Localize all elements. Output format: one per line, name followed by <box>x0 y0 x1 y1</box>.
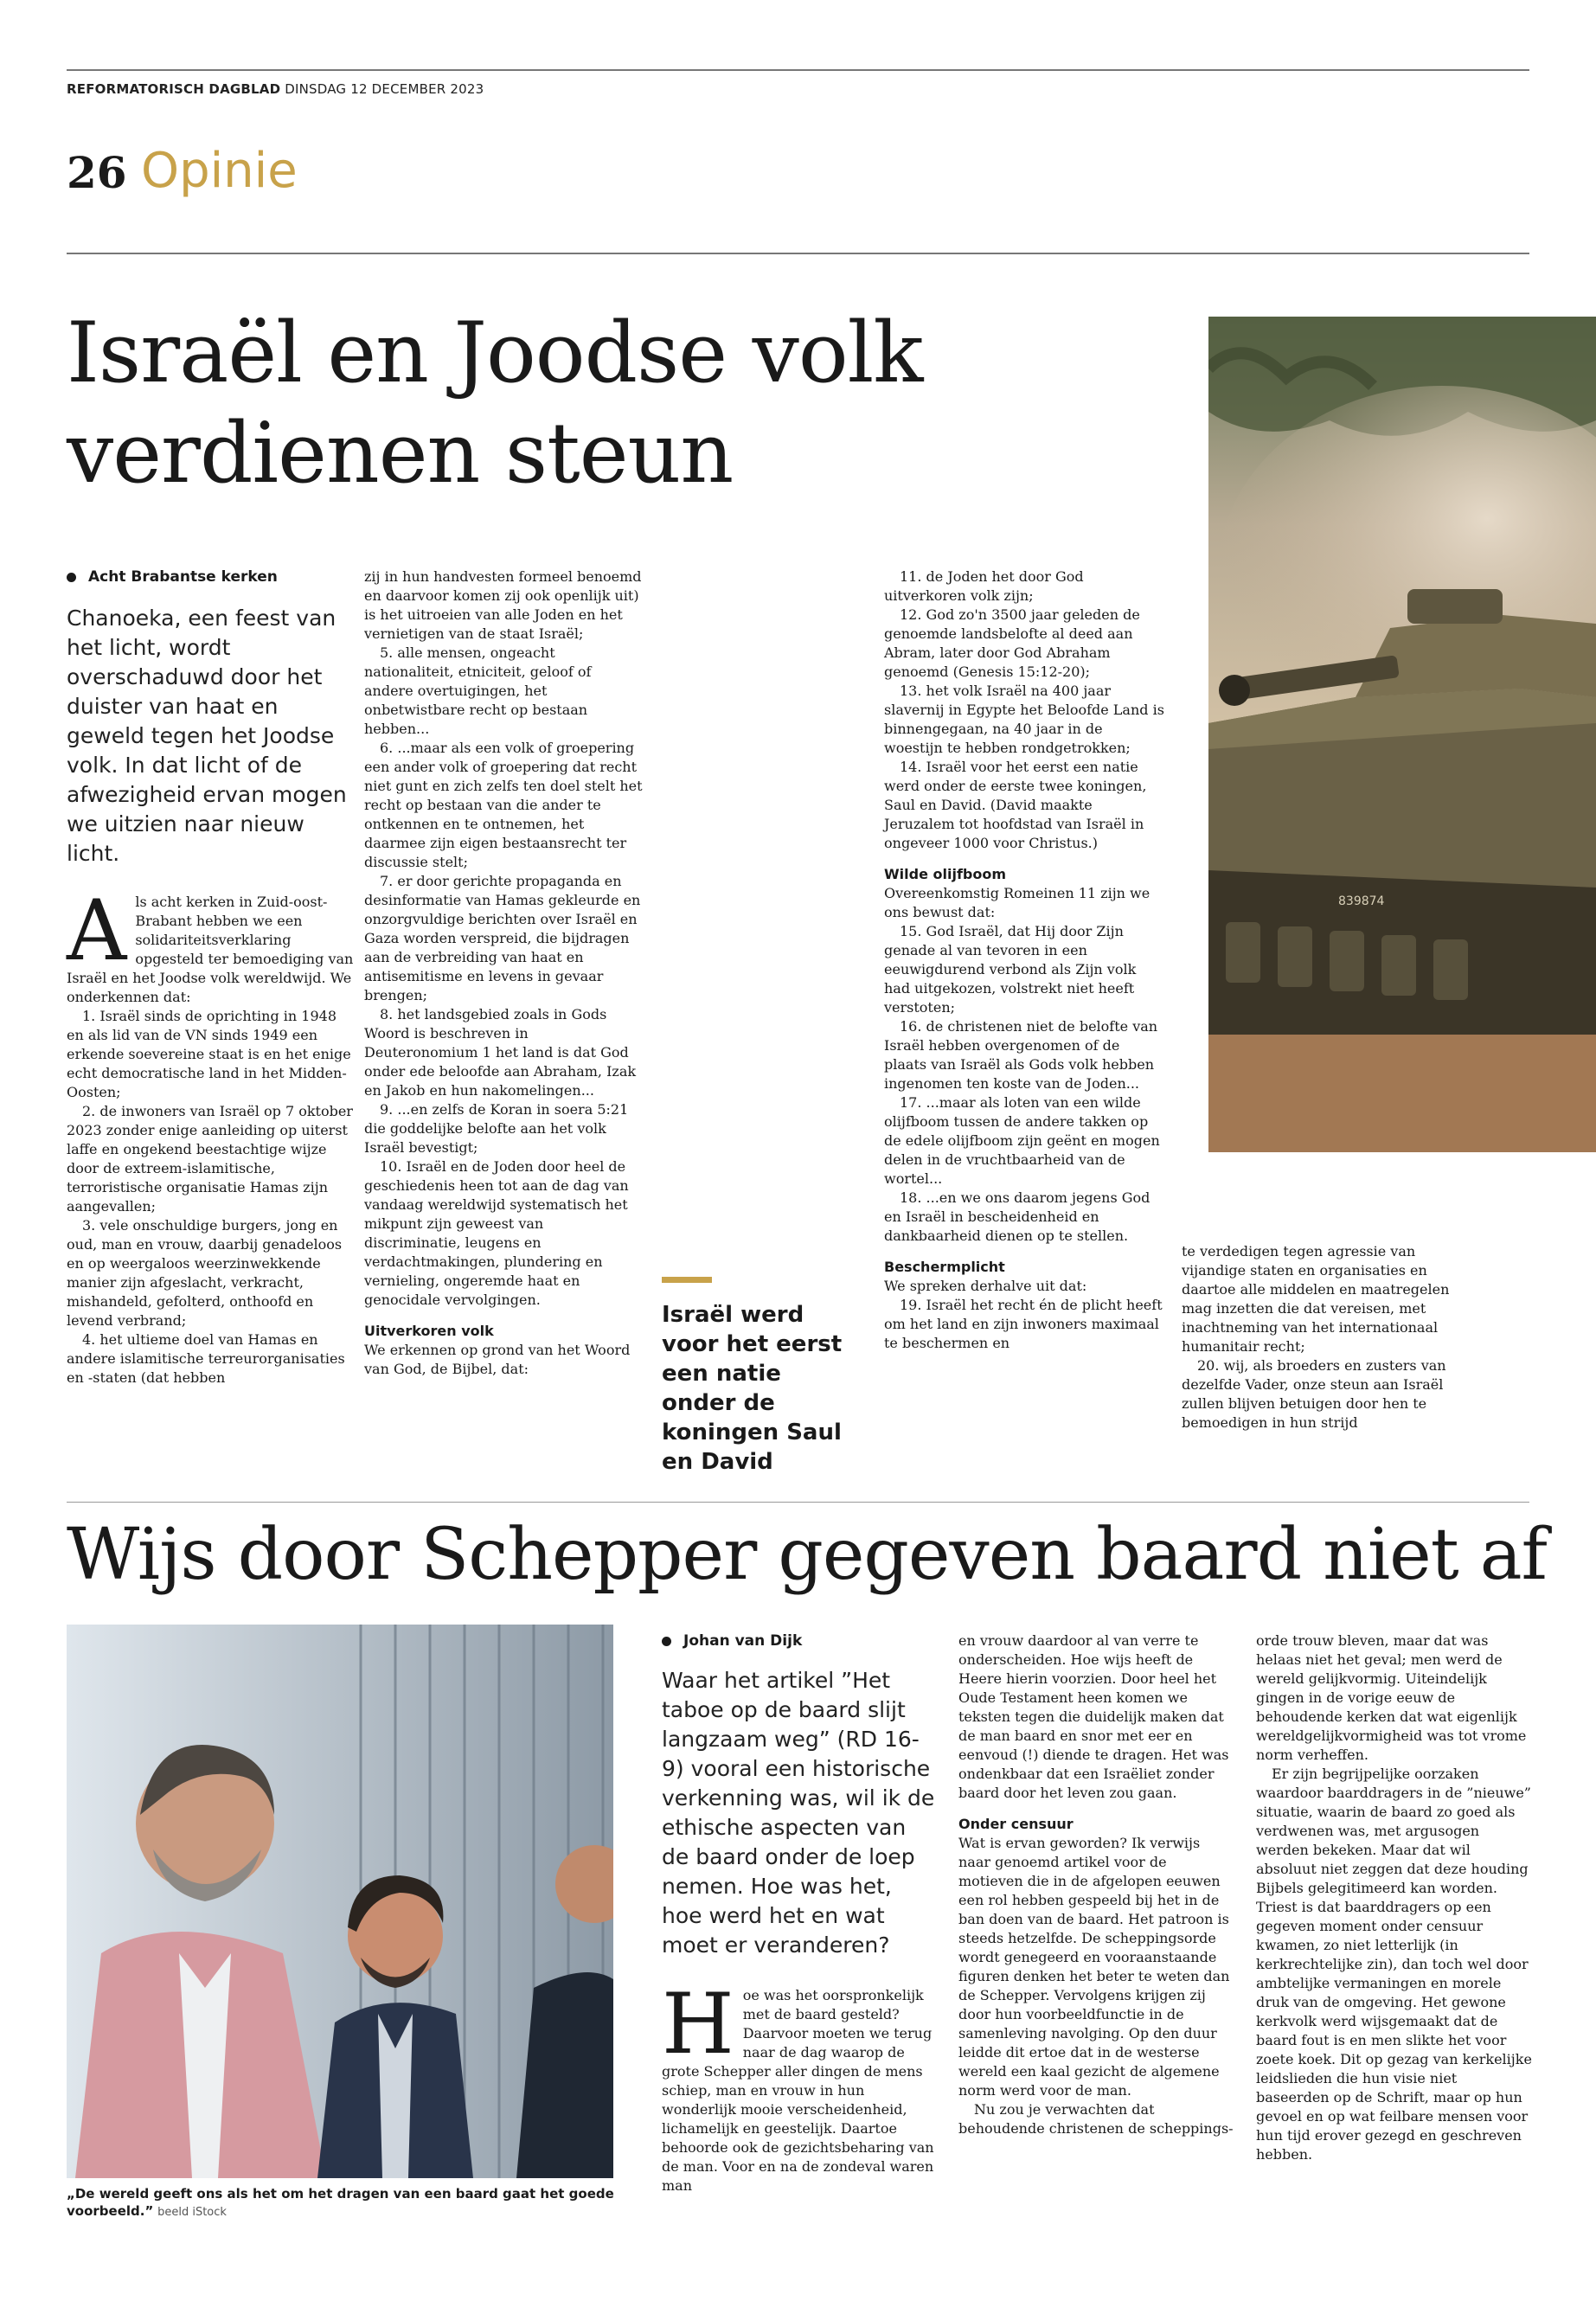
article1-item-6: 6. ...maar als een volk of groepering een ander volk of groepering dat recht niet gunt en zich zelfs ten doel stelt het recht op bestaan van die ander te ontkennen en te ontnemen, het daarmee zijn eigen bestaansrecht ter discussie stelt; <box>364 740 643 870</box>
top-rule <box>67 69 1529 71</box>
quote-accent-bar <box>662 1277 712 1283</box>
article1-item-15: 15. God Israël, dat Hij door Zijn genade al van tevoren in een eeuwigdurend verbond als Zijn volk had uitgekozen, volstrekt niet heeft verstoten; <box>884 923 1137 1016</box>
pull-quote-text: Israël werd voor het eerst een natie onder de koningen Saul en David <box>662 1302 843 1475</box>
article1-item-18: 18. ...en we ons daarom jegens God en Israël in bescheidenheid en dankbaarheid dienen op te stellen. <box>884 1189 1151 1244</box>
byline-bullet-icon <box>662 1637 671 1646</box>
article2-col2 <box>958 1631 1235 2138</box>
article1-item-19: 19. Israël het recht én de plicht heeft om het land en zijn inwoners maximaal te beschermen en <box>884 1297 1163 1351</box>
article1-lead: Chanoeka, een feest van het licht, wordt overschaduwd door het duister van haat en geweld tegen het Joodse volk. In dat licht of de afwezigheid ervan mogen we uitzien naar nieuw licht. <box>67 606 347 866</box>
section-rule <box>67 253 1529 254</box>
article1-col2-item: zij in hun handvesten formeel benoemd en daarvoor komen zij ook openlijk uit) is het uitroeien van alle Joden en het vernietigen van de staat Israël; <box>364 568 642 642</box>
photo-credit: beeld iStock <box>157 2206 227 2219</box>
article1-col2 <box>364 567 643 1379</box>
article1-col3-intro: Overeenkomstig Romeinen 11 zijn we ons bewust dat: <box>884 885 1151 920</box>
article1-item-14: 14. Israël voor het eerst een natie werd onder de eerste twee koningen, Saul en David. (David maakte Jeruzalem tot hoofdstad van Israël in ongeveer 1000 voor Christus.) <box>884 759 1147 851</box>
byline-bullet-icon <box>67 573 76 582</box>
article1-byline <box>67 567 356 586</box>
article1-col2-tail: We erkennen op grond van het Woord van God, de Bijbel, dat: <box>364 1342 631 1377</box>
article1-headline-line1: Israël en Joodse volk <box>67 304 923 401</box>
article2-byline <box>662 1631 939 1650</box>
article1-headline-line2: verdienen steun <box>67 405 734 502</box>
article1-item-11: 11. de Joden het door God uitverkoren volk zijn; <box>884 568 1084 604</box>
article1-pull-quote <box>662 1277 861 1477</box>
article2-col3 <box>1256 1631 1533 2164</box>
article2-drop-cap: H <box>662 1976 734 2073</box>
tank-photo-icon <box>1208 317 1596 1152</box>
article2-headline: Wijs door Schepper gegeven baard niet af <box>67 1514 1547 1596</box>
article1-intro <box>67 882 356 1007</box>
article1-item-1: 1. Israël sinds de oprichting in 1948 en als lid van de VN sinds 1949 een erkende soevereine staat is en het enige echt democratische land in het Midden-Oosten; <box>67 1008 351 1100</box>
article1-col3 <box>884 567 1165 1353</box>
subhead-beschermplicht: Beschermplicht <box>884 1259 1005 1275</box>
article2-intro-text: oe was het oorspronkelijk met de baard gesteld? Daarvoor moeten we terug naar de dag waarop de grote Schepper aller dingen de mens schiep, man en vrouw in hun wonderlijk mooie verscheidenheid, lichamelijk en geestelijk. Daartoe behoorde ook de gezichtsbeharing van de man. Voor en na de zondeval waren man <box>662 1987 934 2194</box>
publication-date: DINSDAG 12 DECEMBER 2023 <box>285 81 484 97</box>
article1-item-4: 4. het ultieme doel van Hamas en andere islamitische terreurorganisaties en -staten (dat hebben <box>67 1331 345 1386</box>
tank-serial: 839874 <box>1338 894 1385 908</box>
article2-lead: Waar het artikel ”Het taboe op de baard slijt langzaam weg” (RD 16-9) vooral een historische verkenning was, wil ik de ethische aspecten van de baard onder de loep nemen. Hoe was het, hoe werd het en wat moet er veranderen? <box>662 1668 935 1958</box>
article2-col2-text: en vrouw daardoor al van verre te onderscheiden. Hoe wijs heeft de Heere hierin voorzien. Door heel het Oude Testament heen komen we teksten tegen die duidelijk maken dat de man baard en snor met eer en eenvoud (!) diende te dragen. Het was ondenkbaar dat een Israëliet zonder baard door het leven zou gaan. <box>958 1632 1229 1801</box>
article1-item-5: 5. alle mensen, ongeacht nationaliteit, etniciteit, geloof of andere overtuigingen, het onbetwistbare recht op bestaan hebben... <box>364 644 592 737</box>
page-number: 26 <box>67 147 127 198</box>
subhead-wilde-olijfboom: Wilde olijfboom <box>884 866 1007 882</box>
article-divider <box>67 1502 1529 1503</box>
article1-col3-intro2: We spreken derhalve uit dat: <box>884 1278 1087 1294</box>
article1-item-10: 10. Israël en de Joden door heel de geschiedenis heen tot aan de dag van vandaag wereldwijd systematisch het mikpunt zijn geweest van discriminatie, leugens en verdachtmakingen, plundering en vernieling, ongeremde haat en genocidale vervolgingen. <box>364 1158 629 1308</box>
article1-author: Acht Brabantse kerken <box>88 568 278 586</box>
article1-col1 <box>67 567 356 1388</box>
masthead-line <box>67 81 484 97</box>
article2-intro <box>662 1976 939 2195</box>
article1-item-2: 2. de inwoners van Israël op 7 oktober 2023 zonder enige aanleiding op uiterst laffe en ongekend beestachtige wijze door de extreem-islamitische, terroristische organisatie Hamas zijn aangevallen; <box>67 1103 353 1215</box>
article2-photo <box>67 1625 613 2178</box>
publication-name: REFORMATORISCH DAGBLAD <box>67 81 281 97</box>
article1-item-8: 8. het landsgebied zoals in Gods Woord is beschreven in Deuteronomium 1 het land is dat God onder ede beloofde aan Abraham, Izak en Jakob en hun nakomelingen... <box>364 1006 637 1099</box>
article2-author: Johan van Dijk <box>683 1632 803 1650</box>
article1-col4-text: te verdedigen tegen agressie van vijandige staten en organisaties en daartoe alle middelen en maatregelen mag inzetten die dat vereisen, met inachtneming van het internationaal humanitair recht; <box>1182 1243 1450 1355</box>
caption-text: „De wereld geeft ons als het om het dragen van een baard gaat het goede voorbeeld.” <box>67 2186 614 2219</box>
article1-drop-cap: A <box>67 882 127 979</box>
article2-col2-text3: Nu zou je verwachten dat behoudende christenen de scheppings- <box>958 2101 1234 2137</box>
article1-item-16: 16. de christenen niet de belofte van Israël hebben overgenomen of de plaats van Israël als Gods volk hebben ingenomen ten koste van de Joden... <box>884 1018 1158 1092</box>
article1-item-9: 9. ...en zelfs de Koran in soera 5:21 die goddelijke belofte aan het volk Israël bevestigt; <box>364 1101 629 1156</box>
article2-col3-text: orde trouw bleven, maar dat was helaas niet het geval; men werd de wereld gelijkvormig. Uiteindelijk gingen in de vorige eeuw de behoudende kerken dat wat eigenlijk wereldgelijkvormigheid was tot vrome norm verheffen. <box>1256 1632 1527 1763</box>
article1-item-3: 3. vele onschuldige burgers, jong en oud, man en vrouw, daarbij genadeloos en op weergaloos weerzinwekkende manier zijn afgeslacht, verkracht, mishandeld, gefolterd, onthoofd en levend verbrand; <box>67 1217 343 1329</box>
article2-photo-caption <box>67 2185 620 2221</box>
article1-item-7: 7. er door gerichte propaganda en desinformatie van Hamas gekleurde en onzorgvuldige berichten over Israël en Gaza worden verspreid, die bijdragen aan de verbreiding van haat en antisemitisme en levens in gevaar brengen; <box>364 873 641 1003</box>
article1-item-13: 13. het volk Israël na 400 jaar slavernij in Egypte het Beloofde Land is binnengegaan, na 40 jaar in de woestijn te hebben rondgetrokken; <box>884 683 1164 756</box>
article2-col1 <box>662 1631 939 2195</box>
article1-col4 <box>1182 1242 1458 1433</box>
article1-item-12: 12. God zo'n 3500 jaar geleden de genoemde landsbelofte al deed aan Abram, later door God Abraham genoemd (Genesis 15:12-20); <box>884 606 1140 680</box>
article2-col2-text2: Wat is ervan geworden? Ik verwijs naar genoemd artikel voor de motieven die in de afgelopen eeuwen een rol hebben gespeeld bij het in de ban doen van de baard. Het patroon is steeds hetzelfde. De scheppingsorde wordt genegeerd en vooraanstaande figuren denken het beter te weten dan de Schepper. Vervolgens krijgen zij door hun voorbeeldfunctie in de samenleving navolging. Op den duur leidde dit ertoe dat in de westerse wereld een kaal gezicht de algemene norm werd voor de man. <box>958 1835 1230 2099</box>
article1-photo <box>1208 317 1596 1152</box>
article2-col3-text2: Er zijn begrijpelijke oorzaken waardoor baarddragers in de ”nieuwe” situatie, waarin de baard zo goed als verdwenen was, met argusogen werden bekeken. Maar dat wil absoluut niet zeggen dat deze houding Bijbels gelegitimeerd kan worden. Triest is dat baarddragers op een gegeven moment onder censuur kwamen, zo niet letterlijk (in kerkrechtelijke zin), dan toch wel door ambtelijke vermaningen en morele druk van de omgeving. Het gewone kerkvolk werd wijsgemaakt dat de baard fout is en men slikte het voor zoete koek. Dit op gezag van kerkelijke leidslieden die hun visie niet baseerden op de Schrift, maar op hun gevoel en op wat feilbare mensen voor hun tijd erover gezegd en geschreven hebben. <box>1256 1766 1532 2163</box>
subhead-onder-censuur: Onder censuur <box>958 1816 1074 1832</box>
article1-item-20: 20. wij, als broeders en zusters van dezelfde Vader, onze steun aan Israël zullen blijven betuigen door hen te bemoedigen in hun strijd <box>1182 1357 1446 1431</box>
article1-item-17: 17. ...maar als loten van een wilde olijfboom tussen de andere takken op de edele olijfboom zijn geënt en mogen delen in de vruchtbaarheid van de wortel... <box>884 1094 1160 1187</box>
article1-intro-text: ls acht kerken in Zuid-oost-Brabant hebben we een solidariteitsverklaring opgesteld ter bemoediging van Israël en het Joodse volk wereldwijd. We onderkennen dat: <box>67 894 354 1005</box>
subhead-uitverkoren-volk: Uitverkoren volk <box>364 1323 494 1339</box>
article1-headline <box>67 303 1191 503</box>
section-title: Opinie <box>141 143 298 199</box>
bearded-men-photo-icon <box>67 1625 613 2178</box>
